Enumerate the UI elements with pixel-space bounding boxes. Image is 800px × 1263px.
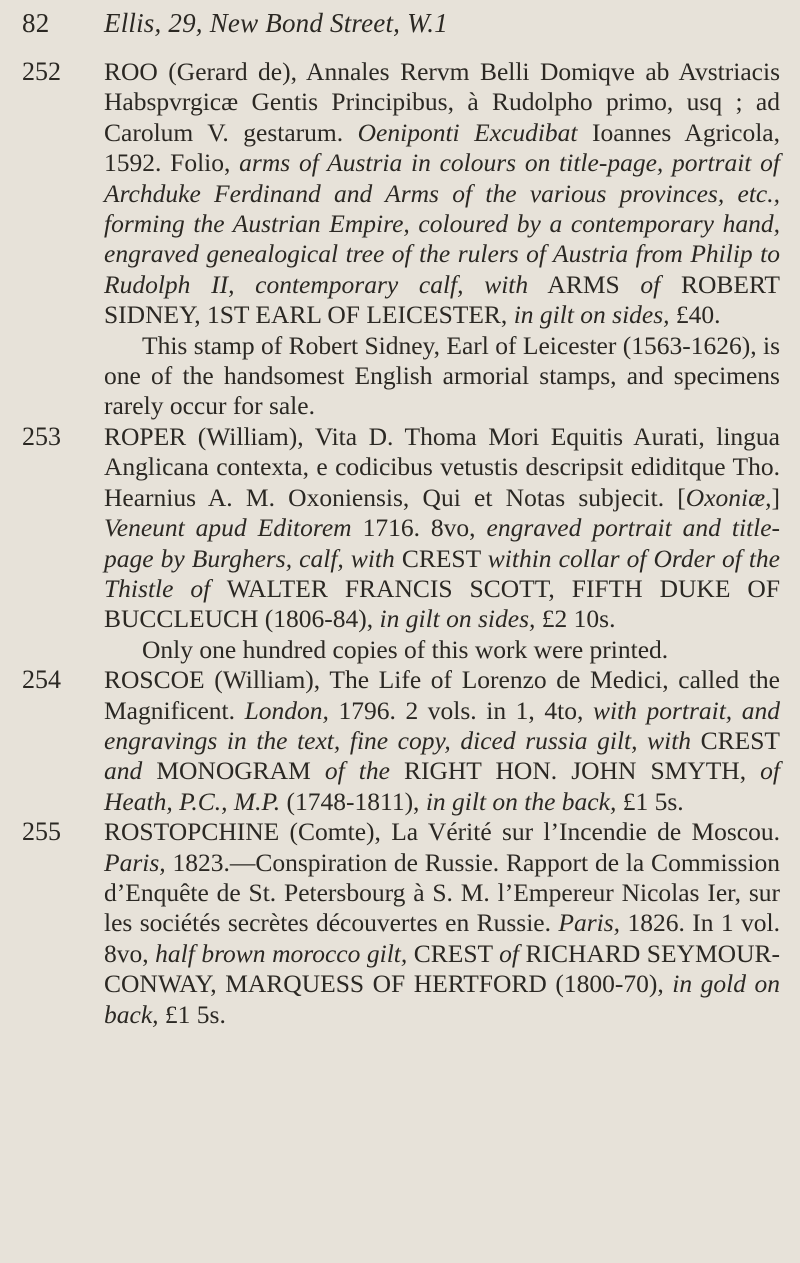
entry-text-run: CREST (407, 938, 500, 968)
entry-text-run: ROBERT SIDNEY, 1ST EARL OF LEICESTER, (104, 269, 781, 330)
entry-description (104, 665, 780, 817)
entry-text-run: in gilt on sides, (513, 300, 670, 330)
entry-text-run: 1796. 2 vols. in 1, 4to, (328, 695, 593, 725)
entry-description (104, 422, 780, 635)
entry-text-run: 1716. 8vo, (351, 513, 487, 543)
entry-description (104, 817, 780, 1030)
entry-text-run: 1823.—Conspiration de Russie. Rapport de la Commission d’Enquête de St. Petersbourg à S. M. l’Empereur Nicolas Ier, sur les sociétés secrètes découvertes en Russie. (104, 847, 780, 938)
entry-text-run: £40. (669, 300, 721, 330)
entry-text-run: Ioannes Agricola, 1592. Folio, (104, 117, 780, 178)
entry-text-run: ROO (Gerard de), Annales Rervm Belli Domiqve ab Avstriacis Habspvrgicæ Gentis Principibus, à Rudolpho primo, usq ; ad Carolum V. gestarum. (104, 57, 780, 147)
entry-text-run: of the (324, 756, 390, 786)
entry-text-run: and (104, 756, 143, 786)
entry-text-run: of (499, 938, 520, 968)
entry-text-run: Paris, (104, 847, 166, 877)
catalogue-entry-253 (22, 422, 780, 665)
entry-text-run: CREST (691, 725, 780, 755)
entry-text-run: within collar of Order of the Thistle of (104, 543, 780, 603)
entry-text-run: ARMS (528, 269, 641, 299)
entry-note: This stamp of Robert Sidney, Earl of Leicester (1563-1626), is one of the handsomest English armorial stamps, and specimens rarely occur for sale. (104, 330, 780, 421)
entry-number: 252 (22, 57, 61, 86)
entry-description (104, 57, 780, 331)
catalogue-entry-254 (22, 665, 780, 817)
catalogue-entry-255 (22, 817, 780, 1030)
entry-text-run: 1826. In 1 vol. 8vo, (104, 908, 780, 968)
entry-text-run: £1 5s. (158, 999, 226, 1029)
entry-text-run: in gilt on the back, (425, 786, 617, 816)
catalogue-entry-252 (22, 57, 780, 422)
entry-text-run: (1748-1811), (280, 786, 426, 816)
entry-text-run: WALTER FRANCIS SCOTT, FIFTH DUKE OF BUCCLEUCH (1806-84), (104, 573, 781, 634)
entry-text-run: RICHARD SEYMOUR-CONWAY, MARQUESS OF HERTFORD (1800-70), (104, 938, 780, 999)
entry-text-run: ROSTOPCHINE (Comte), La Vérité sur l’Incendie de Moscou. (104, 817, 780, 847)
entry-text-run: £2 10s. (535, 604, 616, 634)
running-head (22, 8, 780, 52)
entry-text-run: £1 5s. (616, 786, 684, 816)
entry-text-run: arms of Austria in colours on title-page, portrait of Archduke Ferdinand and Arms of the various provinces, etc., forming the Austrian Empire, coloured by a contemporary hand, engraved genealogical tree of the rulers of Austria from Philip to Rudolph II, contemporary calf, with (104, 148, 781, 299)
entry-number: 253 (22, 421, 61, 451)
entry-number: 255 (22, 817, 61, 847)
entry-text-run: Veneunt apud Editorem (104, 513, 352, 543)
entry-number: 254 (22, 665, 61, 695)
entry-text-run: ] (771, 482, 780, 512)
entry-text-run: in gold on back, (104, 969, 780, 1029)
entry-text-run: Oeniponti Excudibat (357, 117, 578, 147)
entry-text-run: of (640, 269, 661, 299)
entry-text-run: of Heath, P.C., M.P. (104, 756, 780, 816)
catalogue-entries (22, 57, 780, 1030)
entry-text-run: CREST (394, 543, 488, 573)
entry-text-run: in gilt on sides, (379, 604, 536, 634)
entry-text-run: with portrait, and engravings in the text, fine copy, diced russia gilt, with (104, 695, 781, 755)
running-title: Ellis, 29, New Bond Street, W.1 (104, 8, 448, 38)
entry-note: Only one hundred copies of this work were printed. (142, 634, 669, 664)
entry-text-run: RIGHT HON. JOHN SMYTH, (389, 756, 761, 786)
entry-text-run: ROSCOE (William), The Life of Lorenzo de Medici, called the Magnificent. (104, 665, 780, 725)
entry-text-run: Oxoniæ, (685, 482, 772, 512)
entry-text-run: half brown morocco gilt, (155, 938, 408, 968)
entry-text-run: MONOGRAM (142, 756, 325, 786)
entry-text-run: London, (244, 695, 329, 725)
entry-text-run: Paris, (558, 908, 621, 938)
page-number: 82 (22, 8, 50, 38)
entry-text-run: ROPER (William), Vita D. Thoma Mori Equitis Aurati, lingua Anglicana contexta, e codicibus vetustis descripsit ediditque Tho. Hearnius A. M. Oxoniensis, Qui et Notas subjecit. [ (104, 421, 780, 512)
entry-text-run: engraved portrait and title-page by Burghers, calf, with (104, 513, 781, 573)
